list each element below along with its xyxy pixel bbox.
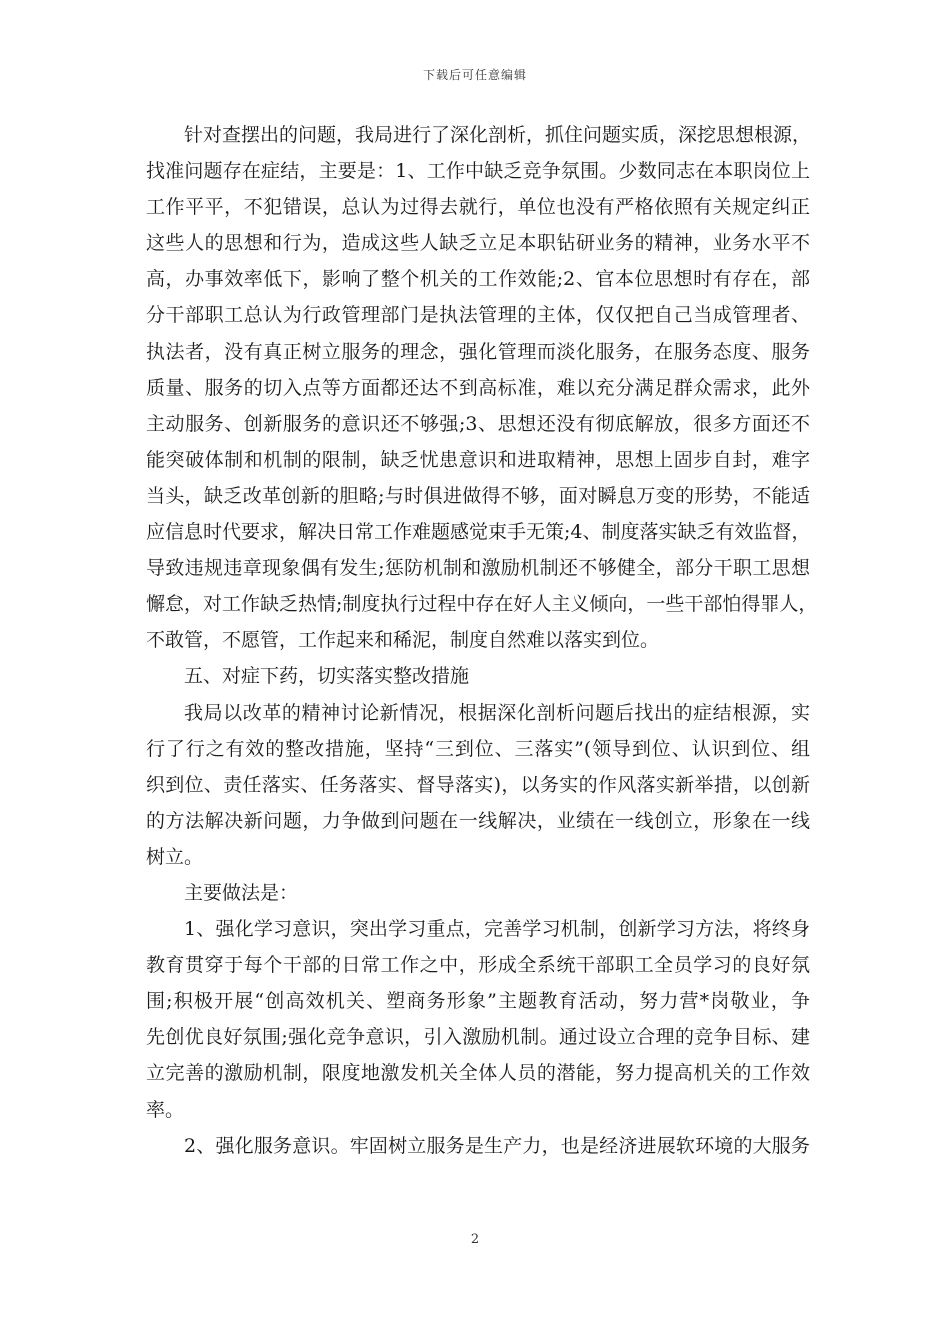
paragraph-line: 工作平平，不犯错误，总认为过得去就行，单位也没有严格依照有关规定纠正 bbox=[146, 196, 810, 219]
paragraph-line: 针对查摆出的问题，我局进行了深化剖析，抓住问题实质，深挖思想根源， bbox=[184, 124, 812, 146]
paragraph-line: 分干部职工总认为行政管理部门是执法管理的主体，仅仅把自己当成管理者、 bbox=[146, 304, 810, 327]
paragraph-line: 立完善的激励机制，限度地激发机关全体人员的潜能，努力提高机关的工作效 bbox=[146, 1062, 810, 1085]
paragraph-line: 率。 bbox=[146, 1098, 185, 1121]
paragraph-line: 高，办事效率低下，影响了整个机关的工作效能;2、官本位思想时有存在，部 bbox=[146, 268, 810, 291]
paragraph-line: 不敢管，不愿管，工作起来和稀泥，制度自然难以落实到位。 bbox=[146, 629, 660, 652]
page-number: 2 bbox=[470, 1232, 480, 1247]
paragraph-line: 当头，缺乏改革创新的胆略;与时俱进做得不够，面对瞬息万变的形势，不能适 bbox=[146, 484, 810, 507]
paragraph-line: 质量、服务的切入点等方面都还达不到高标准，难以充分满足群众需求，此外 bbox=[146, 376, 810, 399]
paragraph-line: 的方法解决新问题，力争做到问题在一线解决，业绩在一线创立，形象在一线 bbox=[146, 809, 810, 832]
document-body bbox=[146, 117, 818, 1164]
paragraph-line: 能突破体制和机制的限制，缺乏忧患意识和进取精神，思想上固步自封，难字 bbox=[146, 448, 810, 471]
paragraph-line: 1、强化学习意识，突出学习重点，完善学习机制，创新学习方法，将终身 bbox=[184, 918, 810, 941]
page-header: 下载后可任意编辑 bbox=[422, 68, 527, 82]
paragraph-line: 教育贯穿于每个干部的日常工作之中，形成全系统干部职工全员学习的良好氛 bbox=[146, 954, 810, 977]
paragraph-line: 这些人的思想和行为，造成这些人缺乏立足本职钻研业务的精神，业务水平不 bbox=[146, 232, 810, 255]
paragraph-line: 找准问题存在症结，主要是：1、工作中缺乏竞争氛围。少数同志在本职岗位上 bbox=[146, 160, 810, 183]
paragraph-line: 主要做法是： bbox=[184, 881, 299, 904]
paragraph-line: 围;积极开展“创高效机关、塑商务形象”主题教育活动，努力营*岗敬业，争 bbox=[146, 990, 810, 1013]
paragraph-line: 先创优良好氛围;强化竞争意识，引入激励机制。通过设立合理的竞争目标、建 bbox=[146, 1026, 810, 1049]
paragraph-line: 树立。 bbox=[146, 845, 204, 868]
paragraph-line: 行了行之有效的整改措施，坚持“三到位、三落实”(领导到位、认识到位、组 bbox=[146, 737, 810, 760]
paragraph-line: 织到位、责任落实、任务落实、督导落实)，以务实的作风落实新举措，以创新 bbox=[146, 773, 810, 796]
paragraph-line: 导致违规违章现象偶有发生;惩防机制和激励机制还不够健全，部分干职工思想 bbox=[146, 557, 810, 580]
paragraph-line: 应信息时代要求，解决日常工作难题感觉束手无策;4、制度落实缺乏有效监督， bbox=[146, 521, 811, 544]
paragraph-line: 2、强化服务意识。牢固树立服务是生产力，也是经济进展软环境的大服务 bbox=[184, 1134, 810, 1157]
section-heading: 五、对症下药，切实落实整改措施 bbox=[184, 665, 470, 688]
paragraph-line: 执法者，没有真正树立服务的理念，强化管理而淡化服务，在服务态度、服务 bbox=[146, 340, 810, 363]
paragraph-line: 懈怠，对工作缺乏热情;制度执行过程中存在好人主义倾向，一些干部怕得罪人， bbox=[146, 593, 818, 616]
paragraph-line: 我局以改革的精神讨论新情况，根据深化剖析问题后找出的症结根源，实 bbox=[184, 701, 810, 724]
paragraph-line: 主动服务、创新服务的意识还不够强;3、思想还没有彻底解放，很多方面还不 bbox=[146, 412, 810, 435]
